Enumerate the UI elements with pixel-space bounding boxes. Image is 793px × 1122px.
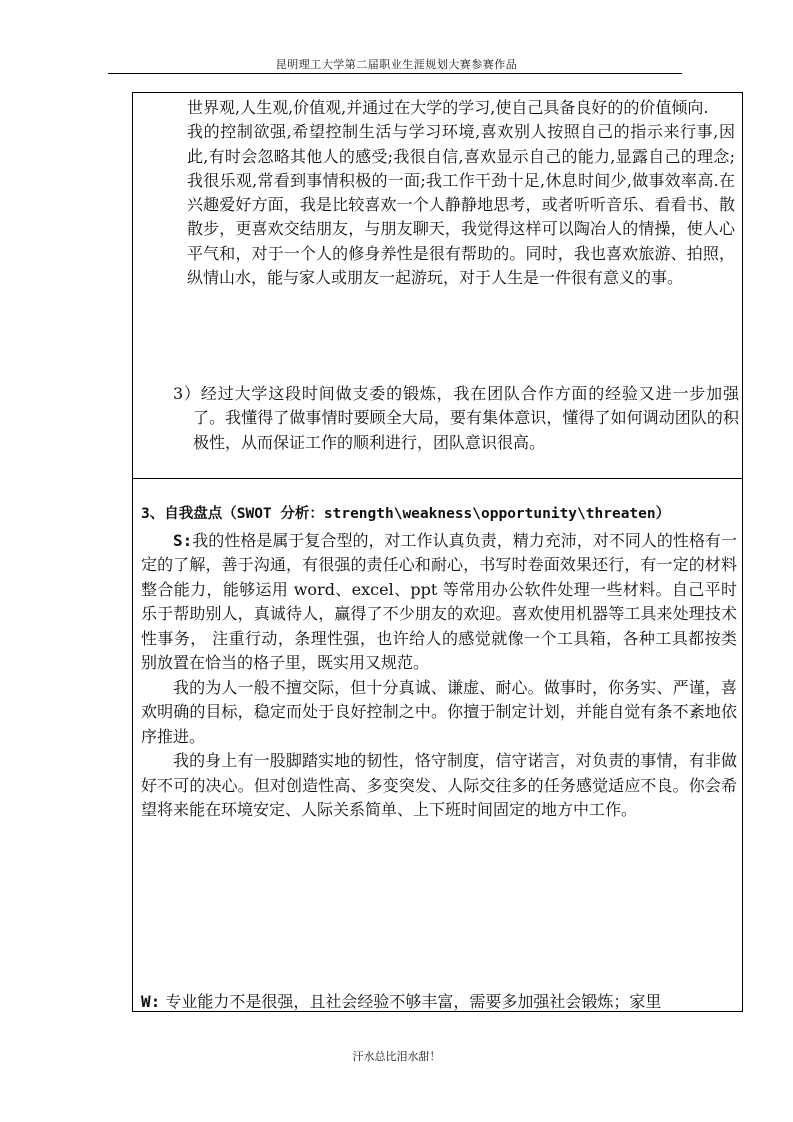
list-item-3 — [173, 382, 739, 455]
header-rule — [108, 73, 682, 74]
paragraph-teamwork: 3）经过大学这段时间做支委的锻炼，我在团队合作方面的经验又进一步加强了。我懂得了做事情时要顾全大局，要有集体意识，懂得了如何调动团队的积极性，从而保证工作的顺利进行，团队意识很高。 — [173, 384, 739, 452]
paragraph-personality: 我的控制欲强,希望控制生活与学习环境,喜欢别人按照自己的指示来行事,因此,有时会忽略其他人的感受;我很自信,喜欢显示自己的能力,显露自己的理念;我很乐观,常看到事情积极的一面;我工作干劲十足,休息时间少,做事效率高.在兴趣爱好方面，我是比较喜欢一个人静静地思考，或者听听音乐、看看书、散散步，更喜欢交结朋友，与朋友聊天，我觉得这样可以陶冶人的情操，使人心平气和，对于一个人的修身养性是很有帮助的。同时，我也喜欢旅游、拍照，纵情山水，能与家人或朋友一起游玩，对于人生是一件很有意义的事。 — [187, 122, 735, 288]
swot-cell — [141, 502, 737, 823]
table-row-divider — [133, 478, 742, 479]
swot-heading: 3、自我盘点（SWOT 分析：strength\weakness\opportunity\threaten） — [141, 506, 671, 522]
weakness-label: W: — [141, 992, 161, 1011]
weakness-text: 专业能力不是很强，且社会经验不够丰富，需要多加强社会锻炼；家里 — [160, 992, 662, 1011]
paragraph-tenacity: 我的身上有一股脚踏实地的韧性，恪守制度，信守诺言，对负责的事情，有非做好不可的决心。但对创造性高、多变突发、人际交往多的任务感觉适应不良。你会希望将来能在环境安定、人际关系简单、上下班时间固定的地方中工作。 — [141, 751, 737, 819]
strength-paragraph — [141, 529, 737, 676]
page-footer: 汗水总比泪水甜！ — [352, 1050, 441, 1063]
paragraph-worldview: 世界观,人生观,价值观,并通过在大学的学习,使自己具备良好的的价值倾向. — [187, 98, 709, 117]
weakness-paragraph — [141, 990, 737, 1014]
page-header: 昆明理工大学第二届职业生涯规划大赛参赛作品 — [275, 58, 518, 71]
top-cell-text — [187, 96, 735, 290]
content-table — [132, 92, 743, 1012]
paragraph-character: 我的为人一般不擅交际，但十分真诚、谦虚、耐心。做事时，你务实、严谨，喜欢明确的目标，稳定而处于良好控制之中。你擅于制定计划，并能自觉有条不紊地依序推进。 — [141, 677, 737, 746]
strength-text: 我的性格是属于复合型的，对工作认真负责，精力充沛，对不同人的性格有一定的了解，善于沟通，有很强的责任心和耐心，书写时卷面效果还行，有一定的材料整合能力，能够运用 word、excel、ppt 等常用办公软件处理一些材料。自己平时乐于帮助别人，真诚待人，赢得了不少朋友的欢迎。喜欢使用机器等工具来处理技术性事务， 注重行动，条理性强，也许给人的感觉就像一个工具箱，各种工具都按类别放置在恰当的格子里，既实用又规范。 — [141, 530, 737, 672]
strength-label: S: — [173, 530, 193, 550]
